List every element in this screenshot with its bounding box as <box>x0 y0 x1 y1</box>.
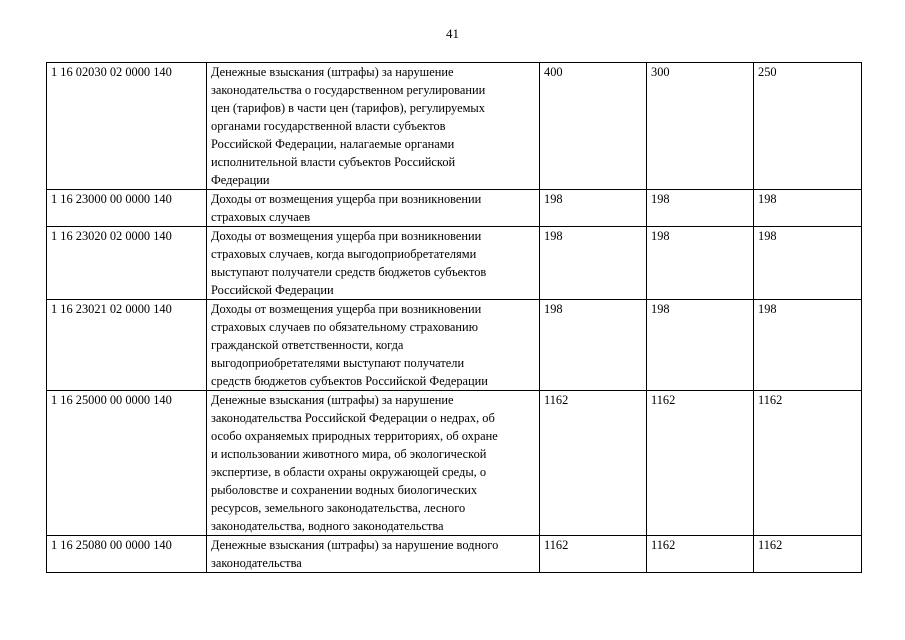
amount-year-2: 198 <box>647 190 754 227</box>
table-row <box>47 536 862 573</box>
revenue-name-line: Российской Федерации, налагаемые органами <box>211 137 455 151</box>
revenue-name-line: особо охраняемых природных территориях, об охране <box>211 429 498 443</box>
table-row <box>47 227 862 300</box>
revenue-name-line: средств бюджетов субъектов Российской Федерации <box>211 374 488 388</box>
amount-year-2: 198 <box>647 300 754 391</box>
revenue-name-line: страховых случаев <box>211 210 311 224</box>
table-row <box>47 300 862 391</box>
revenue-name-line: законодательства, водного законодательства <box>211 519 444 533</box>
amount-year-3: 250 <box>754 63 862 190</box>
kbk-code: 1 16 23020 02 0000 140 <box>47 227 207 300</box>
revenue-name-line: Федерации <box>211 173 270 187</box>
kbk-code: 1 16 23021 02 0000 140 <box>47 300 207 391</box>
revenue-name-line: законодательства <box>211 556 302 570</box>
table-row <box>47 391 862 536</box>
amount-year-3: 198 <box>754 190 862 227</box>
kbk-code: 1 16 02030 02 0000 140 <box>47 63 207 190</box>
revenue-name-line: Денежные взыскания (штрафы) за нарушение <box>211 65 454 79</box>
revenue-name-line: законодательства Российской Федерации о недрах, об <box>211 411 495 425</box>
revenue-name-line: Доходы от возмещения ущерба при возникновении <box>211 229 482 243</box>
revenue-name <box>207 190 540 227</box>
revenue-name-line: выступают получатели средств бюджетов субъектов <box>211 265 487 279</box>
amount-year-1: 198 <box>540 190 647 227</box>
revenue-name-line: страховых случаев, когда выгодоприобретателями <box>211 247 477 261</box>
kbk-code: 1 16 23000 00 0000 140 <box>47 190 207 227</box>
revenue-name-line: Доходы от возмещения ущерба при возникновении <box>211 192 482 206</box>
revenue-name <box>207 300 540 391</box>
revenue-name-line: выгодоприобретателями выступают получатели <box>211 356 465 370</box>
amount-year-3: 1162 <box>754 391 862 536</box>
amount-year-2: 1162 <box>647 536 754 573</box>
revenue-name-line: рыболовстве и сохранении водных биологических <box>211 483 478 497</box>
amount-year-3: 198 <box>754 227 862 300</box>
revenue-name-line: экспертизе, в области охраны окружающей среды, о <box>211 465 487 479</box>
revenue-name-line: Денежные взыскания (штрафы) за нарушение <box>211 393 454 407</box>
amount-year-1: 198 <box>540 227 647 300</box>
amount-year-2: 1162 <box>647 391 754 536</box>
budget-table <box>46 62 862 573</box>
revenue-name-line: Денежные взыскания (штрафы) за нарушение водного <box>211 538 499 552</box>
amount-year-3: 1162 <box>754 536 862 573</box>
revenue-name-line: и использовании животного мира, об экологической <box>211 447 487 461</box>
budget-table-body <box>47 63 862 573</box>
amount-year-1: 400 <box>540 63 647 190</box>
revenue-name-line: ресурсов, земельного законодательства, лесного <box>211 501 466 515</box>
revenue-name-line: органами государственной власти субъектов <box>211 119 446 133</box>
revenue-name-line: страховых случаев по обязательному страхованию <box>211 320 478 334</box>
amount-year-1: 1162 <box>540 536 647 573</box>
revenue-name <box>207 536 540 573</box>
amount-year-2: 300 <box>647 63 754 190</box>
table-row <box>47 190 862 227</box>
page-number: 41 <box>446 26 459 41</box>
kbk-code: 1 16 25000 00 0000 140 <box>47 391 207 536</box>
revenue-name-line: гражданской ответственности, когда <box>211 338 404 352</box>
amount-year-1: 198 <box>540 300 647 391</box>
revenue-name-line: исполнительной власти субъектов Российской <box>211 155 456 169</box>
revenue-name-line: Доходы от возмещения ущерба при возникновении <box>211 302 482 316</box>
amount-year-2: 198 <box>647 227 754 300</box>
revenue-name <box>207 391 540 536</box>
revenue-name <box>207 227 540 300</box>
amount-year-1: 1162 <box>540 391 647 536</box>
amount-year-3: 198 <box>754 300 862 391</box>
revenue-name-line: Российской Федерации <box>211 283 334 297</box>
revenue-name-line: цен (тарифов) в части цен (тарифов), регулируемых <box>211 101 485 115</box>
revenue-name-line: законодательства о государственном регулировании <box>211 83 486 97</box>
revenue-name <box>207 63 540 190</box>
table-row <box>47 63 862 190</box>
kbk-code: 1 16 25080 00 0000 140 <box>47 536 207 573</box>
